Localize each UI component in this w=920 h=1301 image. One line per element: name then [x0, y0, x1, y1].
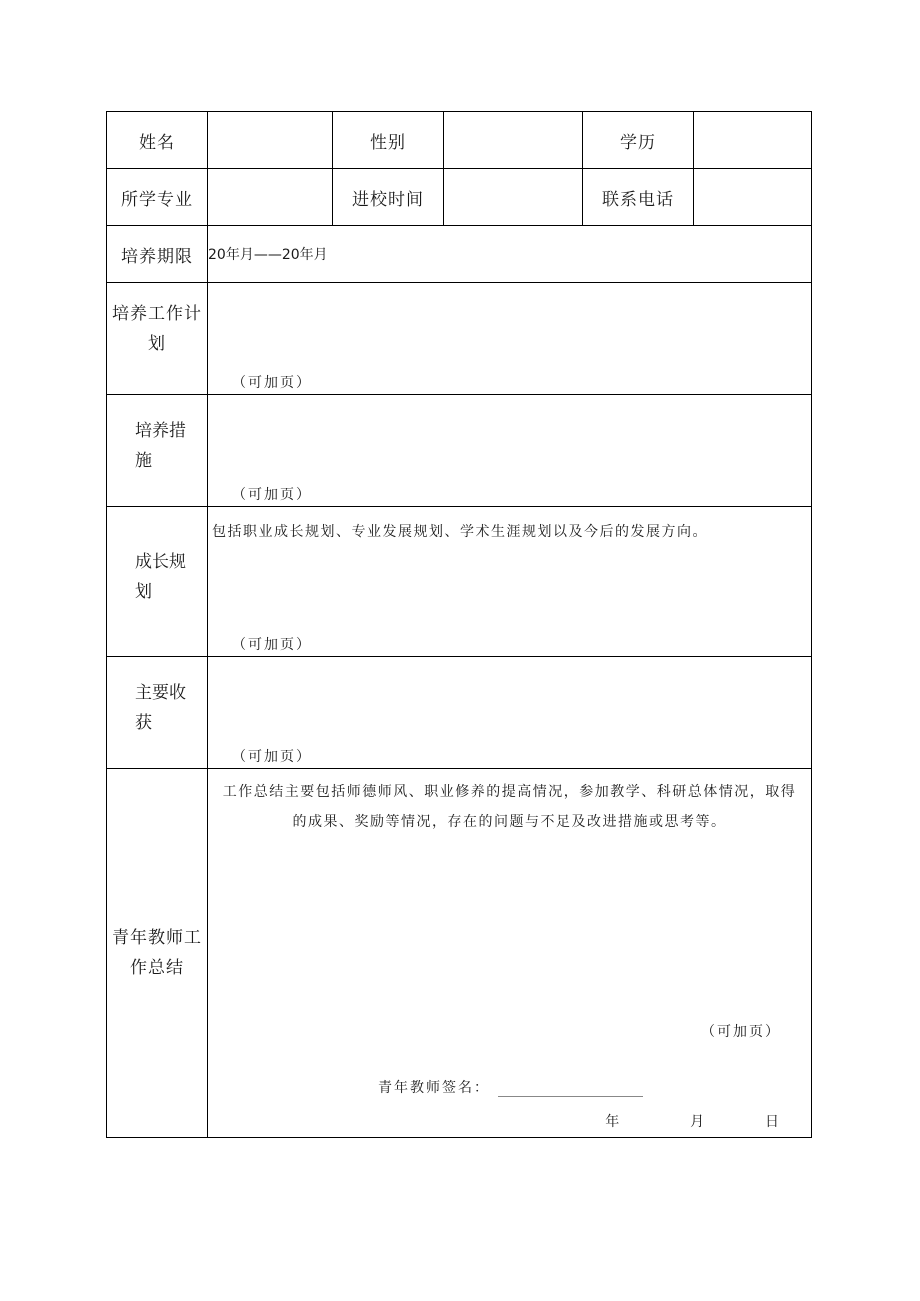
- period-label: 培养期限: [107, 226, 208, 283]
- summary-label: 青年教师工作总结: [107, 769, 208, 1138]
- gender-label: 性别: [333, 112, 444, 169]
- row-period: [107, 226, 812, 283]
- date-month: 月: [690, 1114, 705, 1130]
- row-summary: [107, 769, 812, 1138]
- harvest-label: 主要收获: [107, 657, 208, 769]
- signature-row: [378, 1077, 643, 1097]
- major-label: 所学专业: [107, 169, 208, 226]
- major-field[interactable]: [208, 169, 333, 226]
- measures-label: 培养措施: [107, 395, 208, 507]
- row-basic-2: [107, 169, 812, 226]
- growth-note: （可加页）: [232, 637, 312, 653]
- growth-description: 包括职业成长规划、专业发展规划、学术生涯规划以及今后的发展方向。: [212, 524, 708, 540]
- date-day: 日: [765, 1114, 779, 1130]
- row-measures: [107, 395, 812, 507]
- row-plan: [107, 283, 812, 395]
- entry-time-field[interactable]: [444, 169, 583, 226]
- name-field[interactable]: [208, 112, 333, 169]
- growth-field[interactable]: [208, 507, 812, 657]
- measures-field[interactable]: [208, 395, 812, 507]
- row-harvest: [107, 657, 812, 769]
- name-label: 姓名: [107, 112, 208, 169]
- summary-note: （可加页）: [701, 1024, 781, 1040]
- plan-label: 培养工作计划: [107, 283, 208, 395]
- plan-note: （可加页）: [232, 375, 312, 391]
- summary-field[interactable]: [208, 769, 812, 1138]
- form-table: [106, 111, 812, 1138]
- harvest-field[interactable]: [208, 657, 812, 769]
- date-row: [605, 1111, 779, 1131]
- harvest-note: （可加页）: [232, 749, 312, 765]
- date-year: 年: [605, 1114, 620, 1130]
- period-field[interactable]: 20年月——20年月: [208, 226, 812, 283]
- row-basic-1: [107, 112, 812, 169]
- signature-line[interactable]: [498, 1082, 643, 1097]
- education-field[interactable]: [694, 112, 812, 169]
- entry-time-label: 进校时间: [333, 169, 444, 226]
- plan-field[interactable]: [208, 283, 812, 395]
- summary-description: 工作总结主要包括师德师风、职业修养的提高情况，参加教学、科研总体情况，取得的成果、奖励等情况，存在的问题与不足及改进措施或思考等。: [222, 784, 797, 830]
- gender-field[interactable]: [444, 112, 583, 169]
- education-label: 学历: [583, 112, 694, 169]
- growth-label: 成长规划: [107, 507, 208, 657]
- phone-field[interactable]: [694, 169, 812, 226]
- phone-label: 联系电话: [583, 169, 694, 226]
- signature-label: 青年教师签名：: [378, 1080, 490, 1096]
- row-growth: [107, 507, 812, 657]
- training-form: [106, 111, 811, 1137]
- measures-note: （可加页）: [232, 487, 312, 503]
